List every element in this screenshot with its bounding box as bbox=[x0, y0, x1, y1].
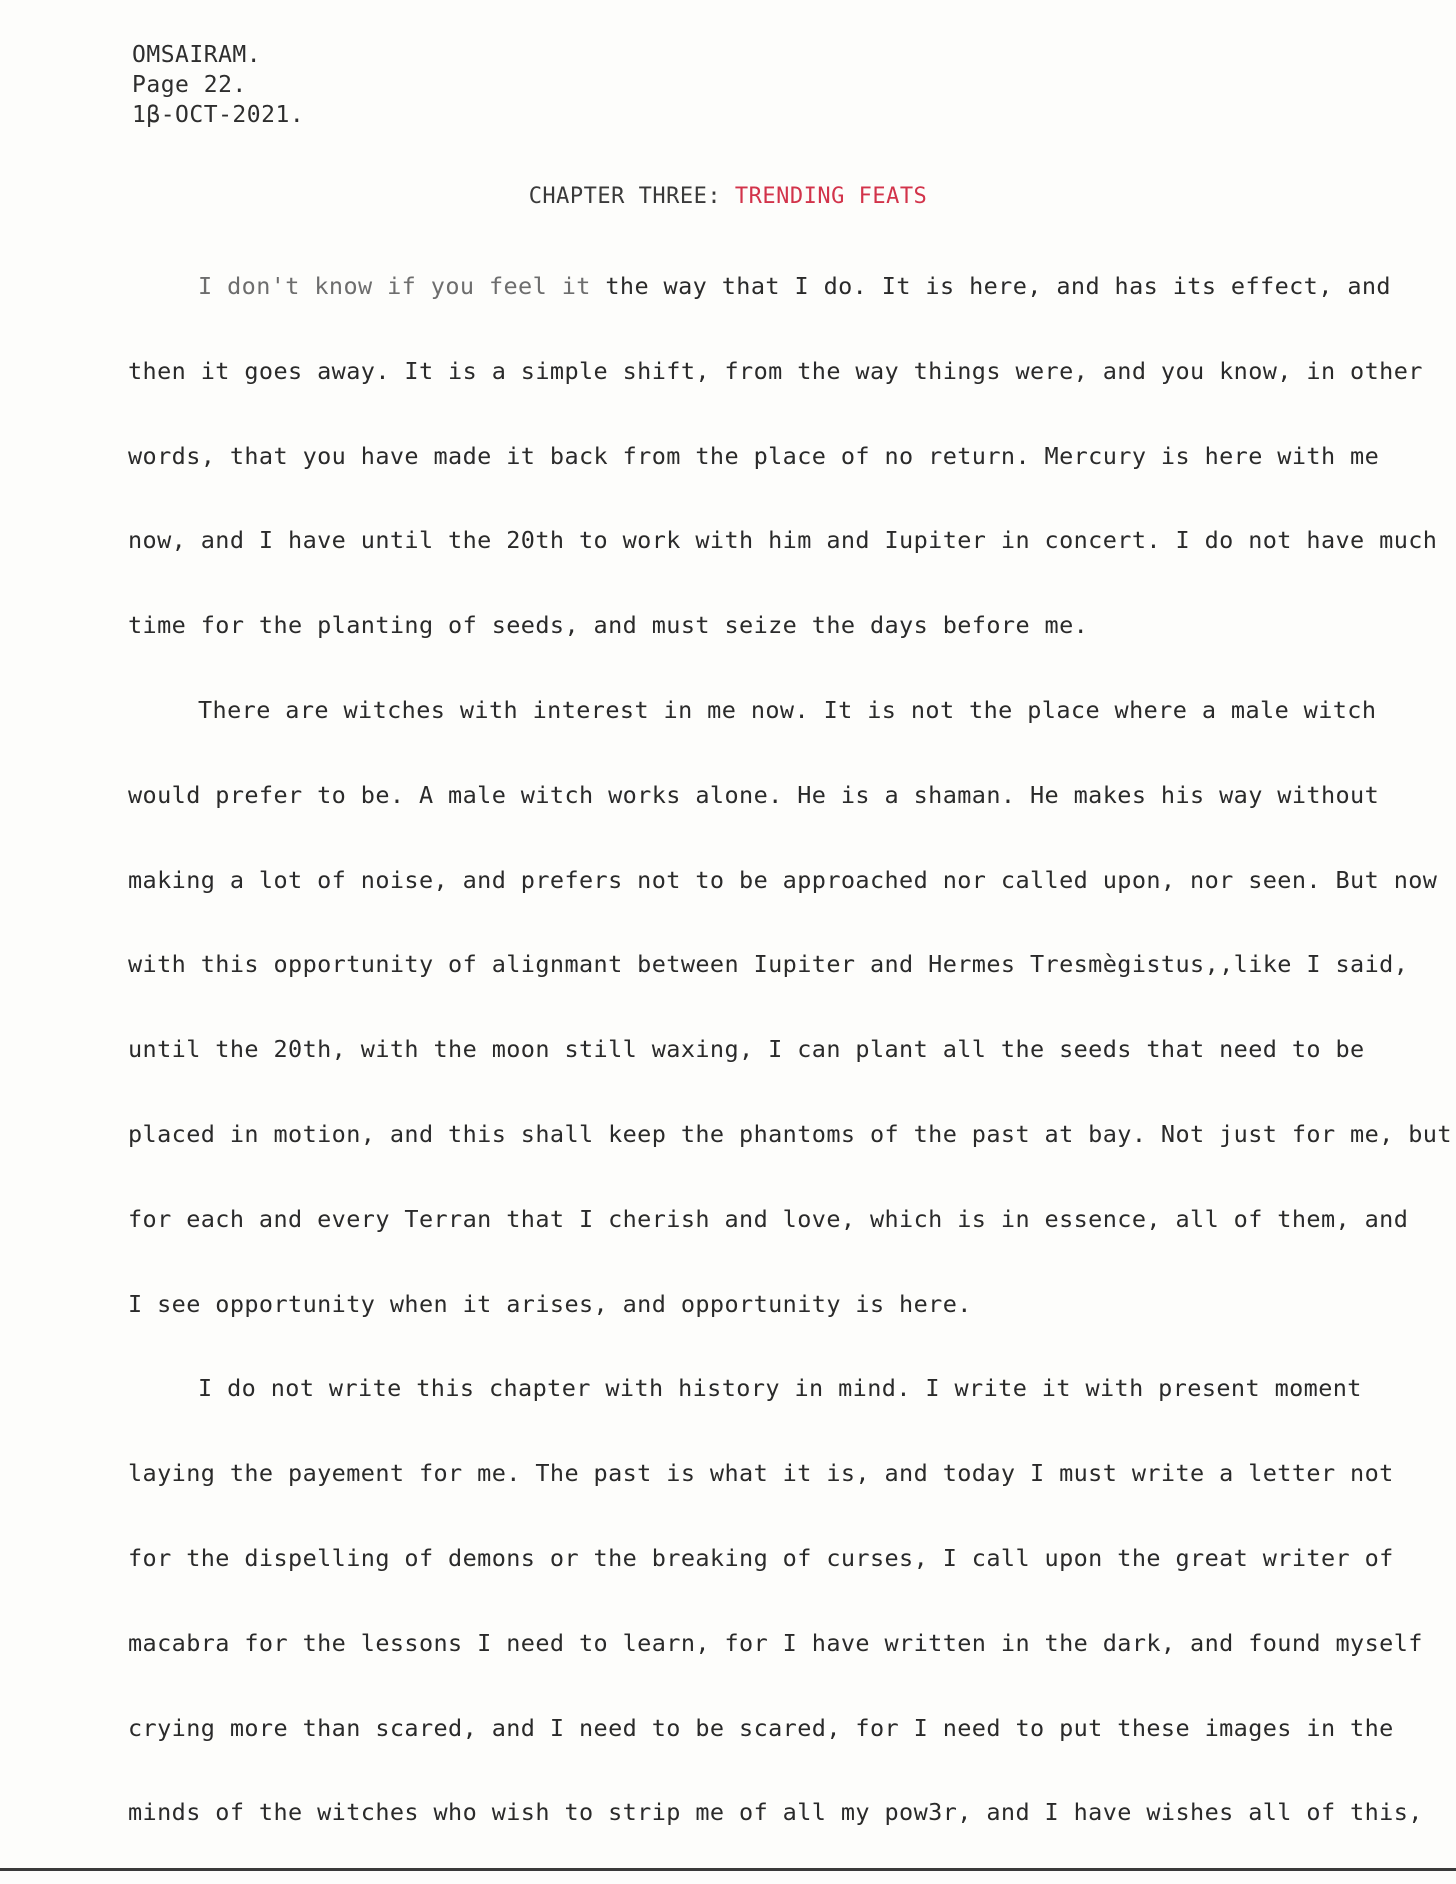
paragraph-line: minds of the witches who wish to strip me of all my pow3r, and I have wishes all of this, bbox=[128, 1798, 1423, 1827]
paragraph-line: laying the payement for me. The past is what it is, and today I must write a letter not bbox=[128, 1459, 1394, 1488]
page-header bbox=[132, 40, 304, 130]
scan-edge-line bbox=[0, 1868, 1456, 1871]
paragraph-line: making a lot of noise, and prefers not to be approached nor called upon, nor seen. But now bbox=[128, 865, 1438, 894]
paragraph-line: with this opportunity of alignmant between Iupiter and Hermes Tresmègistus,,like I said, bbox=[128, 950, 1409, 979]
paragraph-line: time for the planting of seeds, and must seize the days before me. bbox=[128, 611, 1089, 640]
header-page-number: Page 22. bbox=[132, 72, 247, 98]
paragraph-line: for the dispelling of demons or the breaking of curses, I call upon the great writer of bbox=[128, 1543, 1394, 1572]
paragraph-line: I see opportunity when it arises, and opportunity is here. bbox=[128, 1289, 972, 1318]
body-text bbox=[128, 262, 1452, 1873]
line-text: the way that I do. It is here, and has its effect, and bbox=[590, 272, 1391, 300]
header-title: OMSAIRAM. bbox=[132, 42, 262, 68]
paragraph-line: placed in motion, and this shall keep the phantoms of the past at bay. Not just for me, but bbox=[128, 1119, 1452, 1148]
faint-text: I don't know if you feel it bbox=[198, 272, 591, 300]
paragraph-line: would prefer to be. A male witch works alone. He is a shaman. He makes his way without bbox=[128, 780, 1380, 809]
paragraph-line: words, that you have made it back from the place of no return. Mercury is here with me bbox=[128, 441, 1380, 470]
paragraph-line: for each and every Terran that I cherish and love, which is in essence, all of them, and bbox=[128, 1204, 1409, 1233]
paragraph-line: There are witches with interest in me now. It is not the place where a male witch bbox=[198, 695, 1377, 724]
paragraph-line: now, and I have until the 20th to work with him and Iupiter in concert. I do not have much bbox=[128, 526, 1438, 555]
chapter-title: TRENDING FEATS bbox=[734, 184, 928, 209]
chapter-label: CHAPTER THREE: bbox=[528, 184, 722, 209]
paragraph-line bbox=[128, 262, 1428, 347]
paragraph-line: macabra for the lessons I need to learn, for I have written in the dark, and found myself bbox=[128, 1628, 1423, 1657]
paragraph-line: until the 20th, with the moon still waxing, I can plant all the seeds that need to be bbox=[128, 1035, 1365, 1064]
header-date: 1β-OCT-2021. bbox=[132, 102, 305, 128]
paragraph-line: crying more than scared, and I need to be scared, for I need to put these images in the bbox=[128, 1713, 1394, 1742]
chapter-heading bbox=[0, 184, 1456, 209]
paragraph-line: then it goes away. It is a simple shift, from the way things were, and you know, in other bbox=[128, 356, 1423, 385]
paragraph-line: I do not write this chapter with history in mind. I write it with present moment bbox=[198, 1374, 1362, 1403]
